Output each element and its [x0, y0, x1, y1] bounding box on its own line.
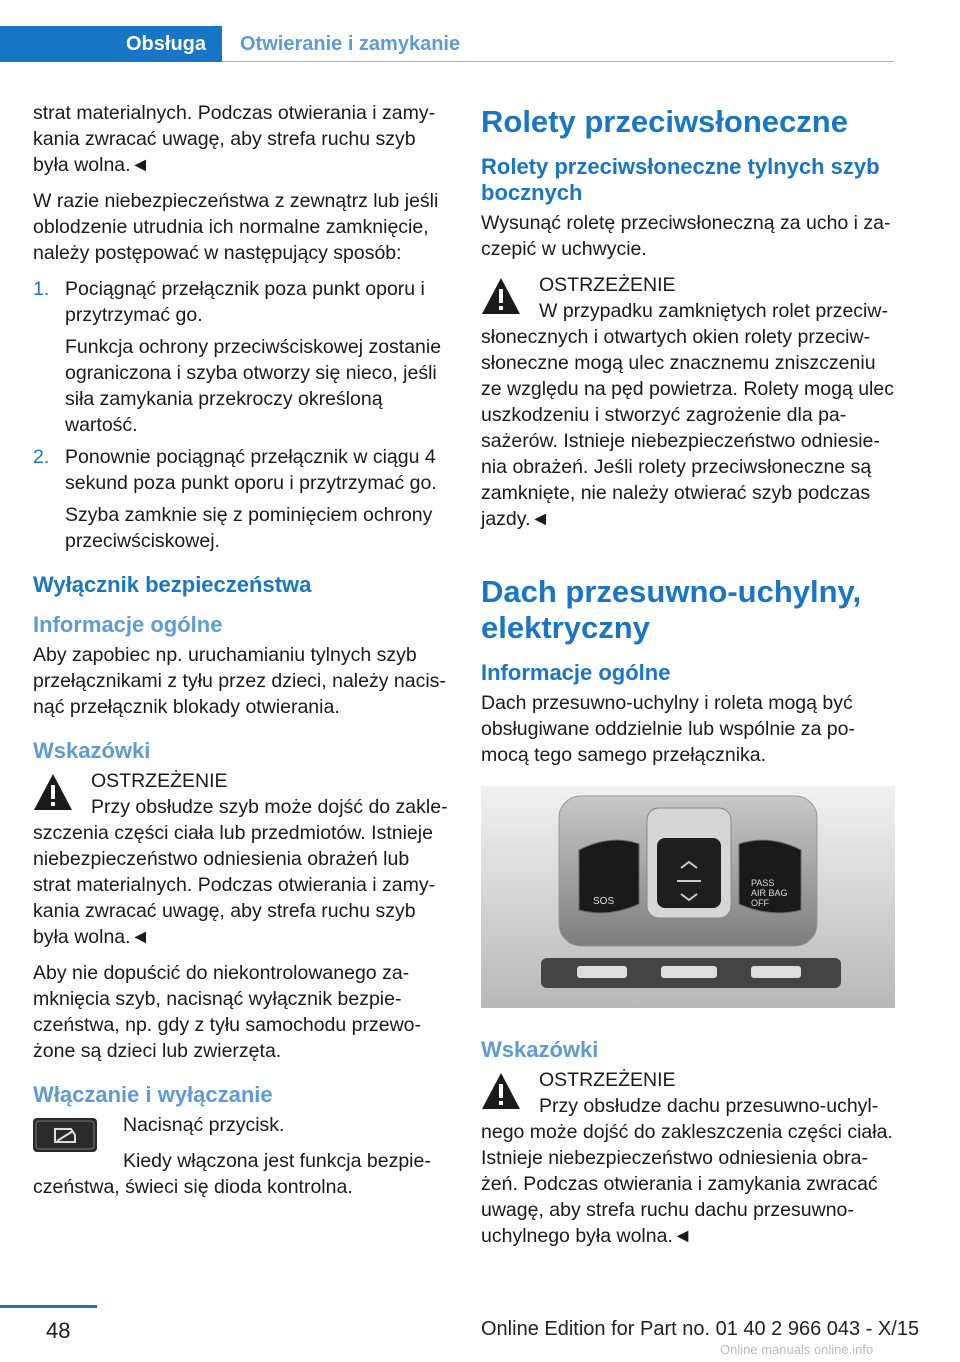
step-number: 1.	[33, 278, 50, 300]
paragraph: Aby nie dopuścić do niekontrolowanego zamknięcia szyb, nacisnąć wyłącznik bezpieczeństwa, np. gdy z tyłu samochodu przewożone są dzieci lub zwierzęta.	[33, 962, 422, 1062]
page-header	[0, 0, 960, 62]
warning-text: Przy obsłudze dachu przesuwno-uchylnego może dojść do zakleszczenia części ciała. Istnieje niebezpieczeństwo odniesienia obrażeń. Podczas otwierania i zamykania zwracać uwagę, aby strefa ruchu dachu przesuwno-uchylnego była wolna.◄	[481, 1095, 893, 1247]
subsection-heading: Informacje ogólne	[481, 660, 671, 685]
paragraph: Kiedy włączona jest funkcja bezpieczeństwa, świeci się dioda kontrolna.	[33, 1150, 431, 1198]
child-lock-button-icon	[33, 1118, 97, 1152]
warning-block	[481, 272, 895, 532]
section-heading: Wyłącznik bezpieczeństwa	[33, 572, 312, 597]
warning-text: W przypadku zamkniętych rolet przeciwsłonecznych i otwartych okien rolety przeciwsłoneczne mogą ulec znacznemu zniszczeniu ze względu na pęd powietrza. Rolety mogą ulec uszkodzeniu i stworzyć zagrożenie dla pasażerów. Istnieje niebezpieczeństwo odniesienia obrażeń. Jeśli rolety przeciwsłoneczne są zamknięte, nie należy otwierać szyb podczas jazdy.◄	[481, 300, 894, 530]
sos-label: SOS	[593, 896, 615, 907]
watermark: Online manuals online.info	[720, 1342, 874, 1357]
header-rule	[222, 61, 894, 62]
section-heading: Rolety przeciwsłoneczne tylnych szyb bocznych	[481, 154, 880, 205]
button-instruction	[33, 1112, 449, 1200]
step-number: 2.	[33, 446, 50, 468]
section-tab: Otwieranie i zamykanie	[240, 32, 461, 55]
step-note: Funkcja ochrony przeciwściskowej zostanie ograniczona i szyba otworzy się nieco, jeśli siła zamykania przekroczy określoną wartość.	[65, 336, 442, 436]
left-column	[33, 100, 449, 1210]
chapter-tab: Obsługa	[0, 26, 222, 62]
list-item	[33, 276, 449, 438]
airbag-label-2: AIR BAG	[751, 888, 788, 898]
list-item	[33, 444, 449, 554]
warning-triangle-icon	[481, 1071, 521, 1111]
airbag-label-3: OFF	[751, 898, 769, 908]
airbag-label-1: PASS	[751, 878, 775, 888]
warning-triangle-icon	[481, 276, 521, 316]
paragraph: Aby zapobiec np. uruchamianiu tylnych szyb przełącznikami z tyłu przez dzieci, należy nacisnąć przełącznik blokady otwierania.	[33, 644, 446, 718]
right-column	[481, 100, 895, 1259]
subsection-heading: Wskazówki	[481, 1037, 599, 1062]
step-note: Szyba zamknie się z pominięciem ochrony przeciwściskowej.	[65, 504, 433, 552]
paragraph: Dach przesuwno-uchylny i roleta mogą być obsługiwane oddzielnie lub wspólnie za pomocą tego samego przełącznika.	[481, 692, 856, 766]
subsection-heading: Wskazówki	[33, 738, 151, 763]
edition-footer	[481, 1318, 919, 1341]
section-title: Dach przesuwno-uchylny, elektryczny	[481, 574, 862, 645]
paragraph: Nacisnąć przycisk.	[123, 1114, 285, 1136]
step-text: Pociągnąć przełącznik poza punkt oporu i przytrzymać go.	[65, 278, 425, 326]
warning-block	[33, 768, 449, 950]
warning-title: OSTRZEŻENIE	[539, 1069, 676, 1091]
subsection-heading: Włączanie i wyłączanie	[33, 1082, 273, 1107]
paragraph: strat materialnych. Podczas otwierania i zamykania zwracać uwagę, aby strefa ruchu szyb była wolna.◄	[33, 102, 436, 176]
warning-text: Przy obsłudze szyb może dojść do zakleszczenia części ciała lub przedmiotów. Istnieje niebezpieczeństwo odniesienia obrażeń lub strat materialnych. Podczas otwierania i zamykania zwracać uwagę, aby strefa ruchu szyb była wolna.◄	[33, 796, 448, 948]
step-text: Ponownie pociągnąć przełącznik w ciągu 4 sekund poza punkt oporu i przytrzymać go.	[65, 446, 437, 494]
footer-rule	[0, 1305, 97, 1308]
paragraph: Wysunąć roletę przeciwsłoneczną za ucho i zaczepić w uchwycie.	[481, 212, 891, 260]
page-title: Rolety przeciwsłoneczne	[481, 104, 848, 139]
overhead-console-photo	[481, 786, 895, 1008]
steps-list	[33, 276, 449, 554]
warning-title: OSTRZEŻENIE	[539, 274, 676, 296]
warning-triangle-icon	[33, 772, 73, 812]
subsection-heading: Informacje ogólne	[33, 612, 223, 637]
edition-text: Online Edition for Part no. 01 40 2 966 043 - X/15	[481, 1318, 920, 1340]
paragraph: W razie niebezpieczeństwa z zewnątrz lub jeśli oblodzenie utrudnia ich normalne zamknięcie, należy postępować w następujący sposób:	[33, 190, 439, 264]
warning-title: OSTRZEŻENIE	[91, 770, 228, 792]
warning-block	[481, 1067, 895, 1249]
page-number: 48	[46, 1318, 71, 1343]
